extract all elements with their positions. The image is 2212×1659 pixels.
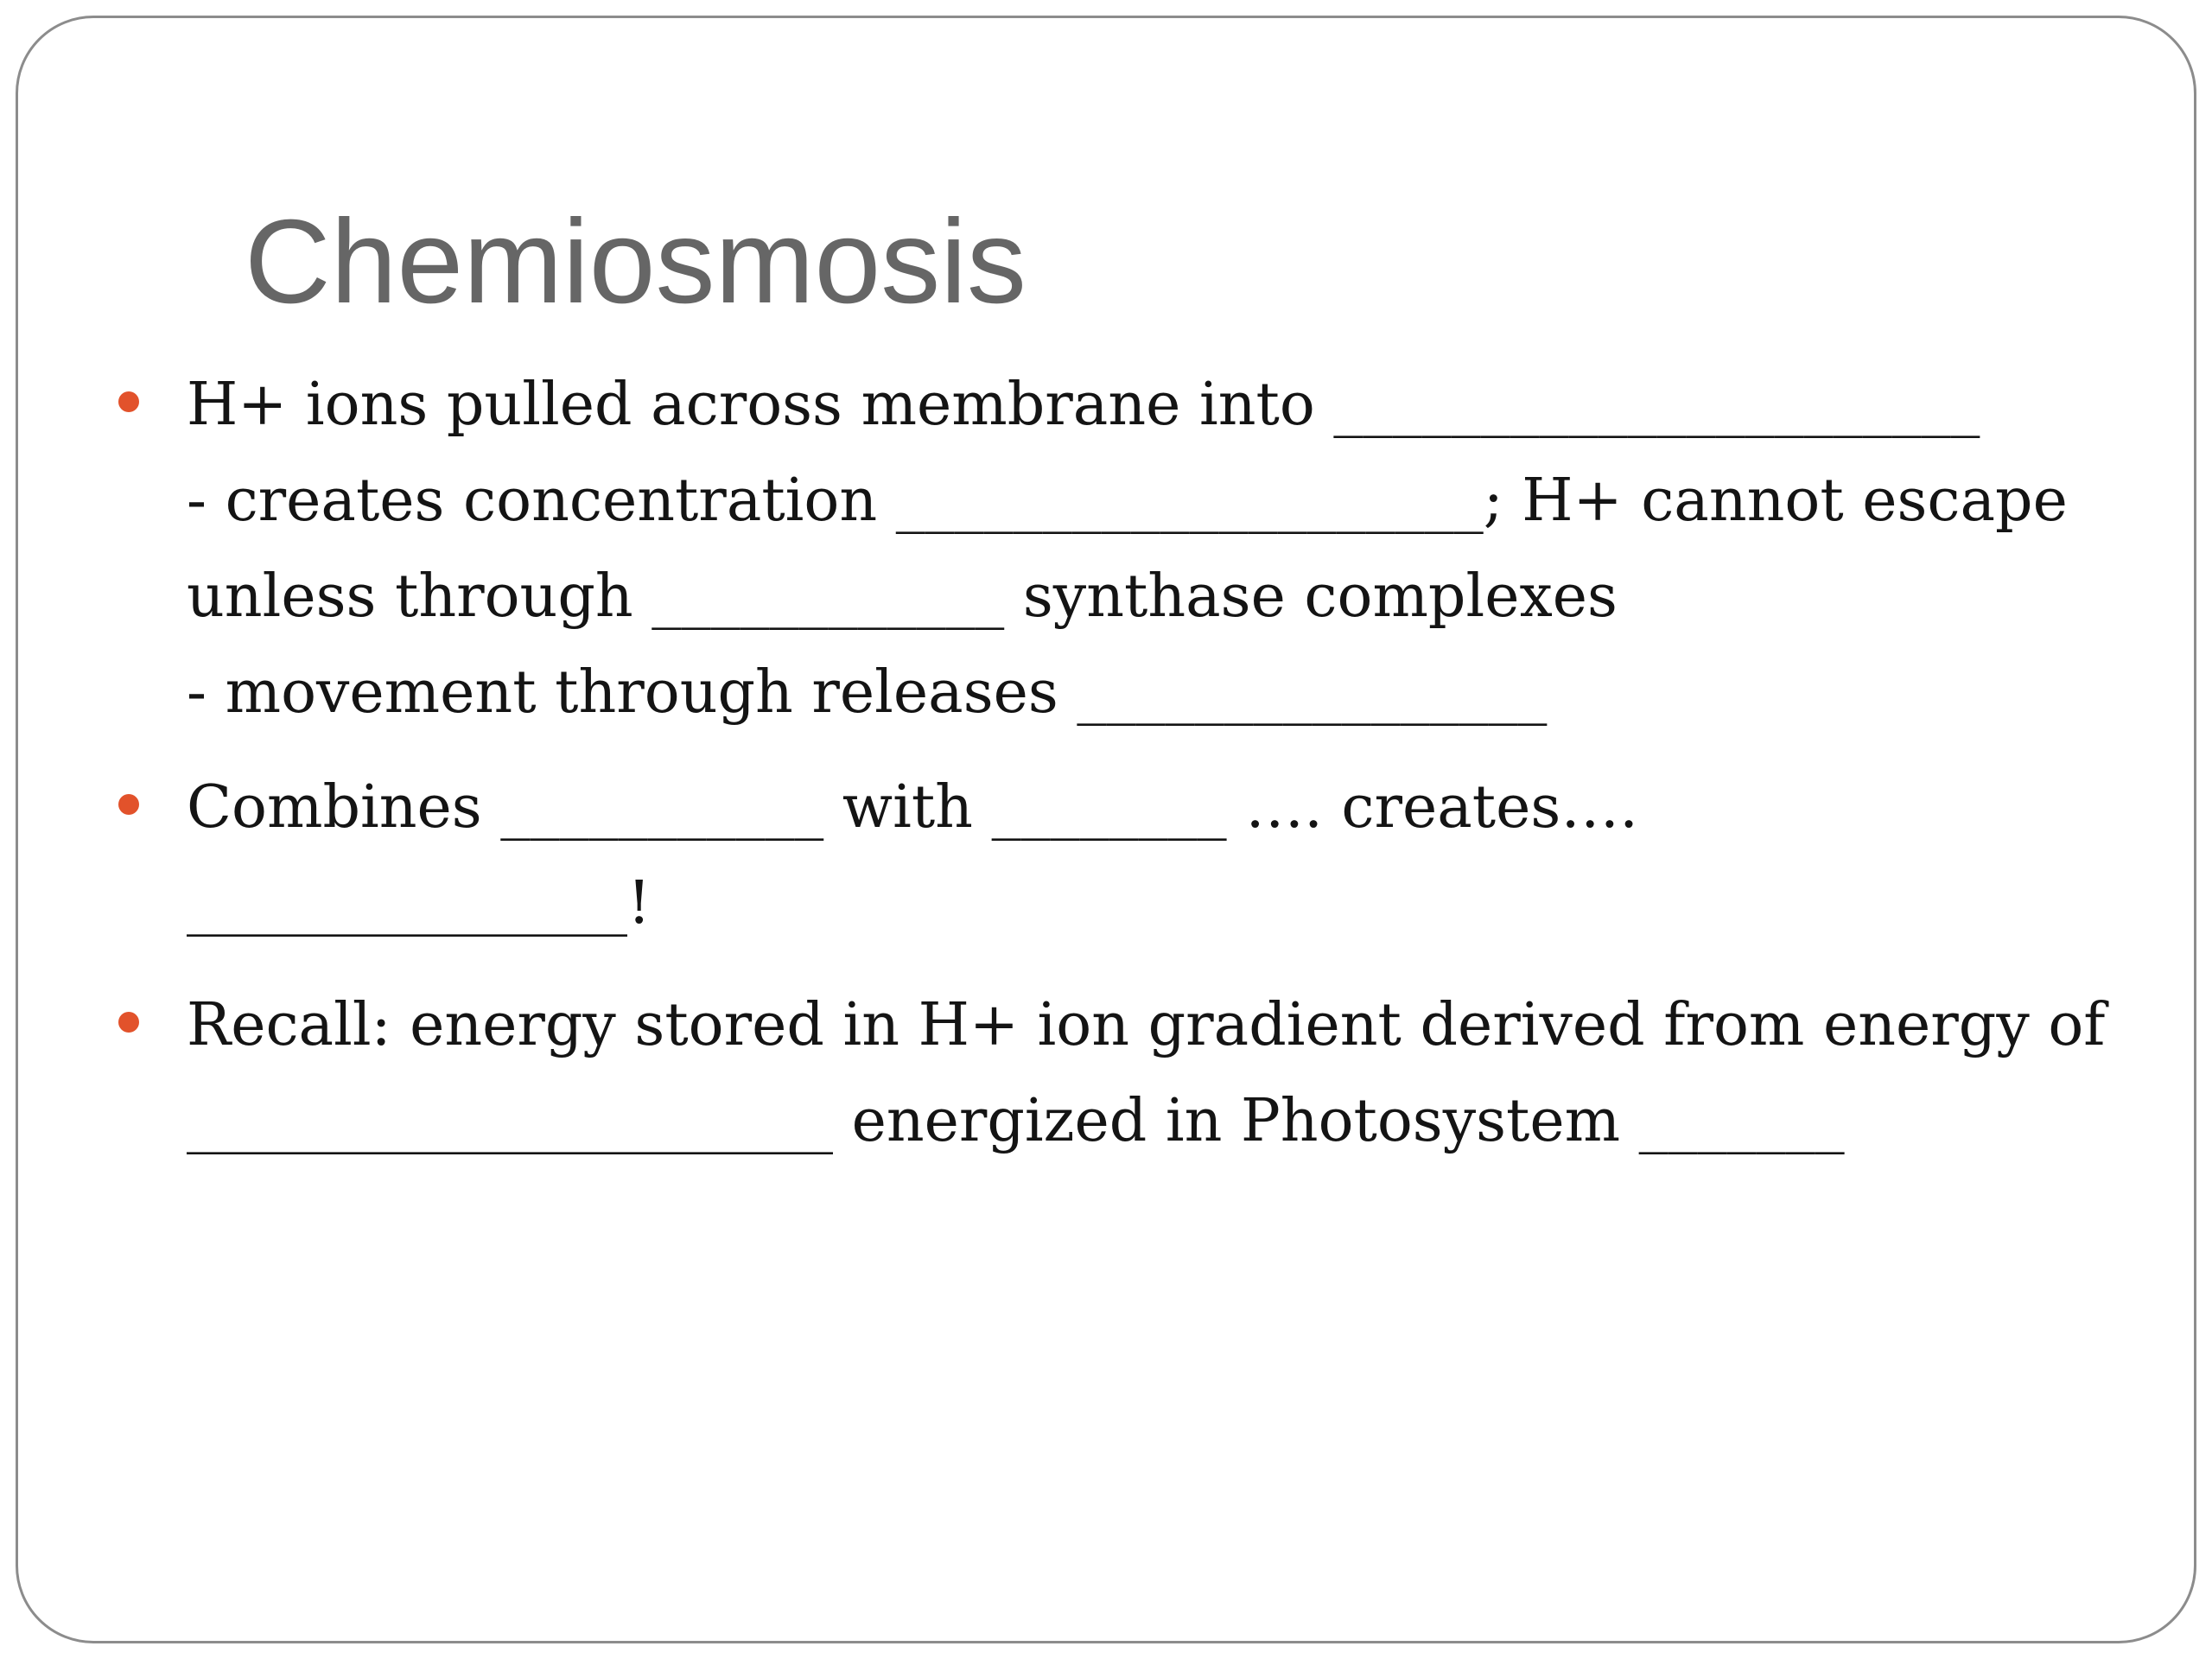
bullet-line: unless through ____________ synthase complexes bbox=[187, 563, 1618, 631]
bullet-dot-icon bbox=[118, 391, 139, 412]
bullet-line: - creates concentration ____________________; H+ cannot escape bbox=[187, 467, 2068, 535]
bullet-dot-icon bbox=[118, 1012, 139, 1033]
bullet-line: - movement through releases ________________ bbox=[187, 658, 1548, 727]
slide bbox=[16, 16, 2196, 1643]
bullet-line: Recall: energy stored in H+ ion gradient derived from energy of bbox=[187, 991, 2106, 1059]
bullet-item bbox=[111, 357, 2168, 741]
bullet-item bbox=[111, 977, 2168, 1169]
slide-body bbox=[111, 357, 2168, 1169]
bullet-line: Combines ___________ with ________ …. creates…. bbox=[187, 773, 1638, 842]
bullet-line: _______________! bbox=[187, 869, 652, 938]
bullet-line: ______________________ energized in Photosystem _______ bbox=[187, 1087, 1845, 1155]
bullet-dot-icon bbox=[118, 794, 139, 815]
bullet-line: H+ ions pulled across membrane into ______________________ bbox=[187, 371, 1980, 439]
bullet-item bbox=[111, 760, 2168, 951]
slide-title: Chemiosmosis bbox=[245, 195, 1027, 328]
